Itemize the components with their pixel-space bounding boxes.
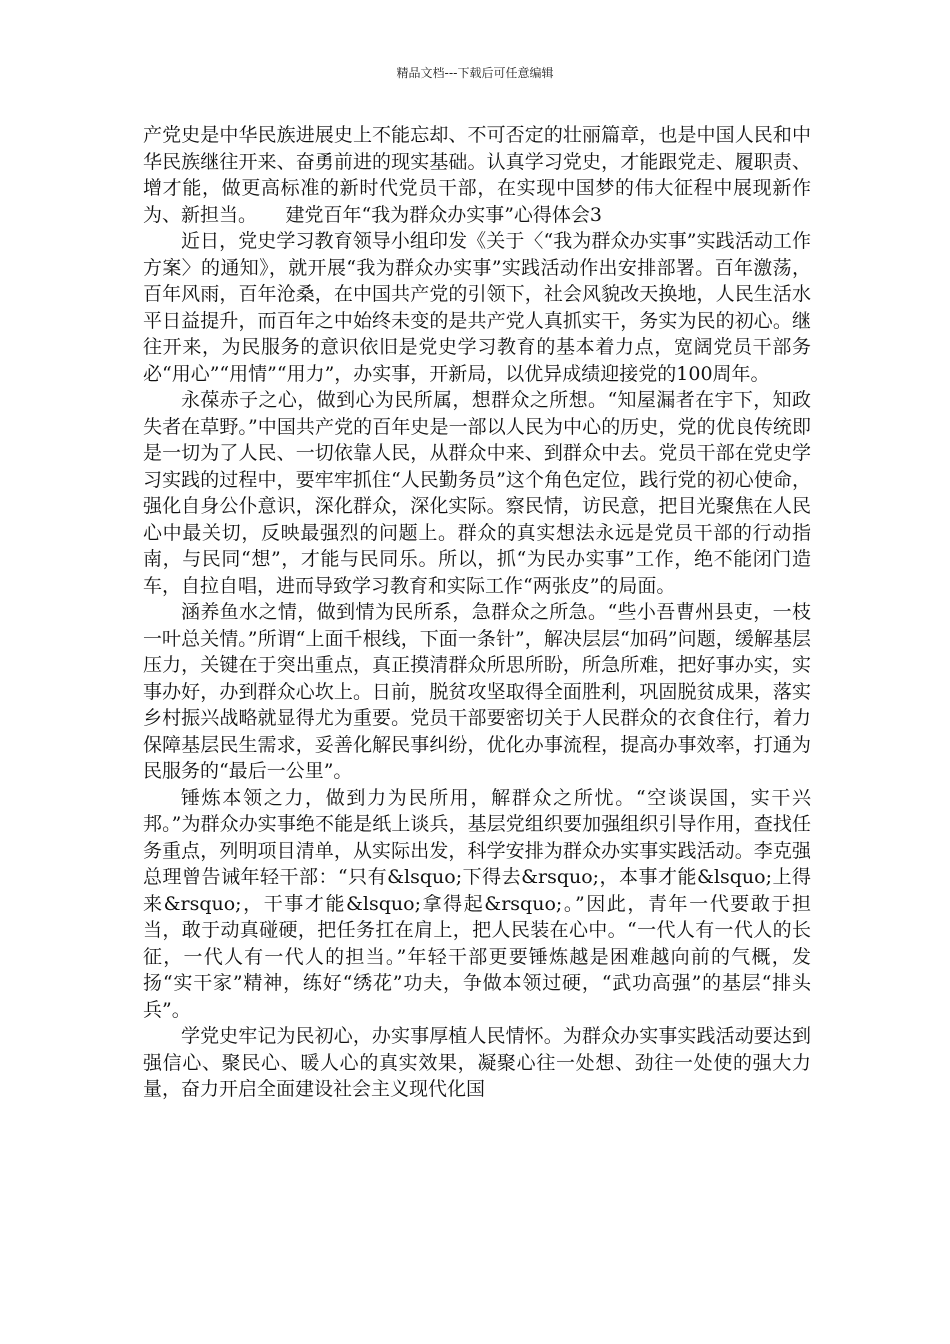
paragraph: 产党史是中华民族进展史上不能忘却、不可否定的壮丽篇章，也是中国人民和中华民族继往开来、奋勇前进的现实基础。认真学习党史，才能跟党走、履职责、增才能，做更高标准的新时代党员干部，在实现中国梦的伟大征程中展现新作为、新担当。 建党百年“我为群众办实事”心得体会3	[143, 124, 811, 226]
paragraph: 学党史牢记为民初心，办实事厚植人民情怀。为群众办实事实践活动要达到强信心、聚民心、暖人心的真实效果，凝聚心往一处想、劲往一处使的强大力量，奋力开启全面建设社会主义现代化国	[143, 1025, 811, 1100]
paragraph: 近日，党史学习教育领导小组印发《关于〈“我为群众办实事”实践活动工作方案〉的通知》，就开展“我为群众办实事”实践活动作出安排部署。百年激荡，百年风雨，百年沧桑，在中国共产党的引领下，社会风貌改天换地，人民生活水平日益提升，而百年之中始终未变的是共产党人真抓实干，务实为民的初心。继往开来，为民服务的意识依旧是党史学习教育的基本着力点，宽阔党员干部务必“用心”“用情”“用力”，办实事，开新局，以优异成绩迎接党的100周年。	[143, 230, 811, 385]
page-header: 精品文档---下载后可任意编辑	[396, 66, 554, 80]
paragraph: 锤炼本领之力，做到力为民所用，解群众之所忧。“空谈误国，实干兴邦。”为群众办实事绝不能是纸上谈兵，基层党组织要加强组织引导作用，查找任务重点，列明项目清单，从实际出发，科学安排为群众办实事实践活动。李克强总理曾告诫年轻干部：“只有&lsquo;下得去&rsquo;，本事才能&lsquo;上得来&rsquo;，干事才能&lsquo;拿得起&rsquo;。”因此，青年一代要敢于担当，敢于动真碰硬，把任务扛在肩上，把人民装在心中。“一代人有一代人的长征，一代人有一代人的担当。”年轻干部更要锤炼越是困难越向前的气概，发扬“实干家”精神，练好“绣花”功夫，争做本领过硬，“武功高强”的基层“排头兵”。	[143, 786, 811, 1021]
paragraph: 永葆赤子之心，做到心为民所属，想群众之所想。“知屋漏者在宇下，知政失者在草野。”中国共产党的百年史是一部以人民为中心的历史，党的优良传统即是一切为了人民、一切依靠人民，从群众中来、到群众中去。党员干部在党史学习实践的过程中，要牢牢抓住“人民勤务员”这个角色定位，践行党的初心使命，强化自身公仆意识，深化群众，深化实际。察民情，访民意，把目光聚焦在人民心中最关切，反映最强烈的问题上。群众的真实想法永远是党员干部的行动指南，与民同“想”，才能与民同乐。所以，抓“为民办实事”工作，绝不能闭门造车，自拉自唱，进而导致学习教育和实际工作“两张皮”的局面。	[143, 389, 811, 597]
document-body	[143, 122, 811, 1103]
paragraph: 涵养鱼水之情，做到情为民所系，急群众之所急。“些小吾曹州县吏，一枝一叶总关情。”所谓“上面千根线，下面一条针”，解决层层“加码”问题，缓解基层压力，关键在于突出重点，真正摸清群众所思所盼，所急所难，把好事办实，实事办好，办到群众心坎上。日前，脱贫攻坚取得全面胜利，巩固脱贫成果，落实乡村振兴战略就显得尤为重要。党员干部要密切关于人民群众的衣食住行，着力保障基层民生需求，妥善化解民事纠纷，优化办事流程，提高办事效率，打通为民服务的“最后一公里”。	[143, 601, 811, 782]
